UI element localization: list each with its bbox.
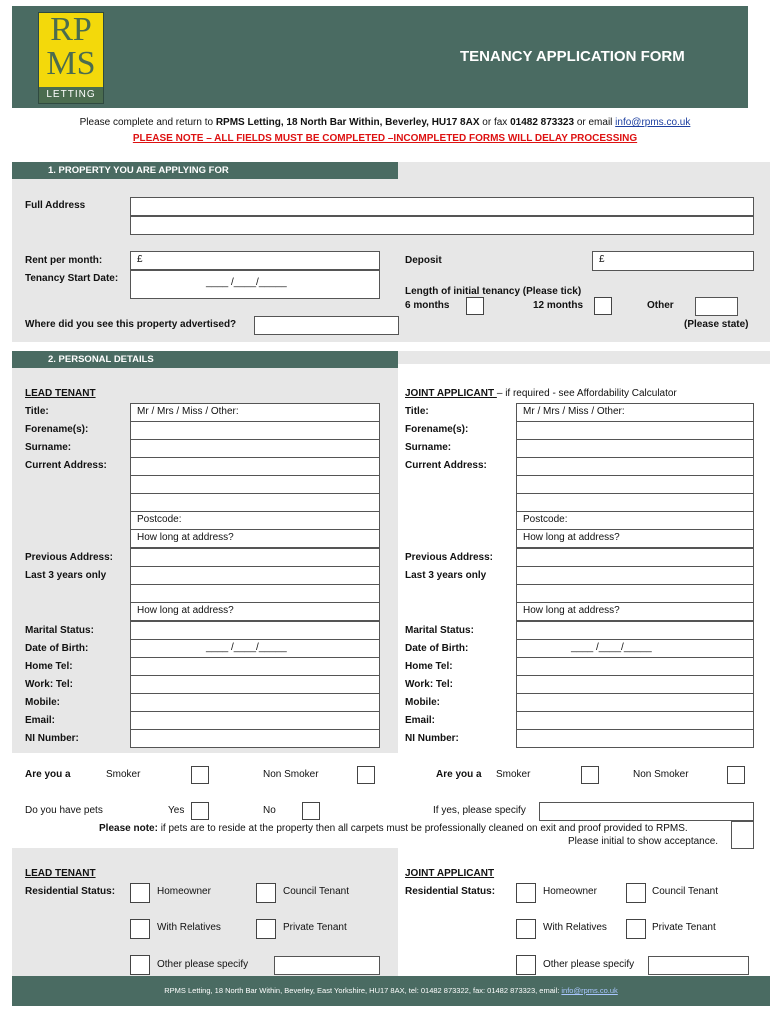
intro-text: Please complete and return to <box>79 117 216 128</box>
lead-prev-how-long-field[interactable]: How long at address? <box>130 602 380 621</box>
lead-prev-address-line-2[interactable] <box>130 566 380 585</box>
lead-email-label: Email: <box>25 715 56 726</box>
intro-line <box>0 117 770 128</box>
lead-forenames-label: Forename(s): <box>25 424 89 435</box>
lead-email-field[interactable] <box>130 711 380 730</box>
lead-previous-address-label: Previous Address: <box>25 552 113 563</box>
joint-forenames-field[interactable] <box>516 421 754 440</box>
joint-prev-address-line-1[interactable] <box>516 548 754 567</box>
lead-smoker-label: Smoker <box>106 769 141 780</box>
joint-postcode-field[interactable]: Postcode: <box>516 511 754 530</box>
page-title: TENANCY APPLICATION FORM <box>460 48 685 65</box>
lead-surname-field[interactable] <box>130 439 380 458</box>
joint-applicant-heading-line <box>405 388 677 399</box>
joint-dob-label: Date of Birth: <box>405 643 469 654</box>
lead-home-tel-label: Home Tel: <box>25 661 73 672</box>
joint-other-label: Other please specify <box>543 959 635 970</box>
lead-non-smoker-checkbox[interactable] <box>357 766 375 784</box>
lead-last3-label: Last 3 years only <box>25 570 107 581</box>
lead-are-you-label: Are you a <box>25 769 71 780</box>
full-address-label: Full Address <box>25 200 86 211</box>
res-joint-status-label: Residential Status: <box>405 886 496 897</box>
warning-note: PLEASE NOTE – ALL FIELDS MUST BE COMPLETED –INCOMPLETED FORMS WILL DELAY PROCESSING <box>132 133 638 144</box>
lead-relatives-label: With Relatives <box>157 922 221 933</box>
lead-postcode-field[interactable]: Postcode: <box>130 511 380 530</box>
lead-relatives-checkbox[interactable] <box>130 919 150 939</box>
joint-title-label: Title: <box>405 406 429 417</box>
res-lead-heading: LEAD TENANT <box>25 868 96 879</box>
intro-fax-label: or fax <box>479 117 511 128</box>
joint-marital-label: Marital Status: <box>405 625 474 636</box>
lead-other-checkbox[interactable] <box>130 955 150 975</box>
pets-label: Do you have pets <box>25 805 103 816</box>
joint-private-checkbox[interactable] <box>626 919 646 939</box>
lead-smoker-checkbox[interactable] <box>191 766 209 784</box>
full-address-field-2[interactable] <box>130 216 754 235</box>
footer-text: RPMS Letting, 18 North Bar Within, Beverley, East Yorkshire, HU17 8AX, tel: 01482 873322, fax: 01482 873323, email: <box>164 986 562 995</box>
advertised-label: Where did you see this property advertised? <box>25 319 237 330</box>
lead-work-tel-field[interactable] <box>130 675 380 694</box>
joint-smoker-label: Smoker <box>496 769 531 780</box>
joint-address-line-3[interactable] <box>516 493 754 512</box>
lead-dob-field[interactable] <box>130 639 380 658</box>
joint-non-smoker-checkbox[interactable] <box>727 766 745 784</box>
joint-current-address-label: Current Address: <box>405 460 487 471</box>
lead-prev-address-line-1[interactable] <box>130 548 380 567</box>
lead-homeowner-label: Homeowner <box>157 886 211 897</box>
joint-smoker-checkbox[interactable] <box>581 766 599 784</box>
lead-address-line-2[interactable] <box>130 475 380 494</box>
intro-address: RPMS Letting, 18 North Bar Within, Beverley, HU17 8AX <box>215 117 480 128</box>
joint-mobile-field[interactable] <box>516 693 754 712</box>
start-date-label: Tenancy Start Date: <box>25 273 119 284</box>
joint-dob-field[interactable] <box>516 639 754 658</box>
joint-homeowner-checkbox[interactable] <box>516 883 536 903</box>
rent-label: Rent per month: <box>25 255 103 266</box>
joint-council-checkbox[interactable] <box>626 883 646 903</box>
joint-how-long-field[interactable]: How long at address? <box>516 529 754 548</box>
intro-email-link[interactable]: info@rpms.co.uk <box>615 117 691 128</box>
lead-dob-label: Date of Birth: <box>25 643 89 654</box>
pets-specify-label: If yes, please specify <box>433 805 526 816</box>
lead-marital-label: Marital Status: <box>25 625 94 636</box>
lead-private-checkbox[interactable] <box>256 919 276 939</box>
joint-ni-field[interactable] <box>516 729 754 748</box>
lead-title-field[interactable]: Mr / Mrs / Miss / Other: <box>130 403 380 422</box>
logo-text-rp: RP <box>50 11 92 48</box>
lead-homeowner-checkbox[interactable] <box>130 883 150 903</box>
pets-yes-label: Yes <box>168 805 185 816</box>
lead-title-label: Title: <box>25 406 49 417</box>
deposit-field[interactable]: £ <box>592 251 754 271</box>
joint-homeowner-label: Homeowner <box>543 886 597 897</box>
joint-prev-address-line-2[interactable] <box>516 566 754 585</box>
joint-relatives-label: With Relatives <box>543 922 607 933</box>
joint-email-label: Email: <box>405 715 436 726</box>
res-lead-status-label: Residential Status: <box>25 886 116 897</box>
full-address-field-1[interactable] <box>130 197 754 216</box>
logo-text-letting: LETTING <box>39 87 103 103</box>
lead-home-tel-field[interactable] <box>130 657 380 676</box>
lead-non-smoker-label: Non Smoker <box>263 769 319 780</box>
lead-mobile-label: Mobile: <box>25 697 60 708</box>
lead-tenant-heading: LEAD TENANT <box>25 388 96 399</box>
lead-address-line-3[interactable] <box>130 493 380 512</box>
page-footer <box>12 976 770 1006</box>
joint-work-tel-label: Work: Tel: <box>405 679 453 690</box>
start-date-mask: ____ /____/_____ <box>206 277 287 288</box>
lead-marital-field[interactable] <box>130 621 380 640</box>
intro-fax: 01482 873323 <box>510 117 575 128</box>
joint-marital-field[interactable] <box>516 621 754 640</box>
lead-private-label: Private Tenant <box>283 922 347 933</box>
lead-prev-address-line-3[interactable] <box>130 584 380 603</box>
lead-surname-label: Surname: <box>25 442 72 453</box>
joint-other-checkbox[interactable] <box>516 955 536 975</box>
joint-forenames-label: Forename(s): <box>405 424 469 435</box>
joint-ni-label: NI Number: <box>405 733 459 744</box>
pets-yes-checkbox[interactable] <box>191 802 209 820</box>
joint-private-label: Private Tenant <box>652 922 716 933</box>
joint-other-field[interactable] <box>648 956 749 975</box>
res-joint-heading: JOINT APPLICANT <box>405 868 495 879</box>
pets-note-text: if pets are to reside at the property then all carpets must be professionally cleaned on exit and proof provided to RPMS. <box>157 823 688 834</box>
pets-note-bold: Please note: <box>99 823 158 834</box>
twelve-months-checkbox[interactable] <box>594 297 612 315</box>
lead-other-label: Other please specify <box>157 959 249 970</box>
joint-prev-how-long-field[interactable]: How long at address? <box>516 602 754 621</box>
lead-council-label: Council Tenant <box>283 886 349 897</box>
lead-forenames-field[interactable] <box>130 421 380 440</box>
pets-no-checkbox[interactable] <box>302 802 320 820</box>
initial-field[interactable] <box>731 821 754 849</box>
joint-dob-mask: ____ /____/_____ <box>571 642 652 653</box>
pets-note <box>99 823 688 834</box>
joint-work-tel-field[interactable] <box>516 675 754 694</box>
rpms-logo <box>38 12 104 104</box>
joint-home-tel-field[interactable] <box>516 657 754 676</box>
joint-last3-label: Last 3 years only <box>405 570 487 581</box>
joint-applicant-note: – if required - see Affordability Calculator <box>496 388 677 399</box>
joint-non-smoker-label: Non Smoker <box>633 769 689 780</box>
pets-specify-field[interactable] <box>539 802 754 821</box>
lead-ni-field[interactable] <box>130 729 380 748</box>
joint-council-label: Council Tenant <box>652 886 718 897</box>
rent-field[interactable]: £ <box>130 251 380 270</box>
joint-mobile-label: Mobile: <box>405 697 440 708</box>
six-months-checkbox[interactable] <box>466 297 484 315</box>
joint-title-field[interactable]: Mr / Mrs / Miss / Other: <box>516 403 754 422</box>
joint-top-panel <box>398 351 770 364</box>
lead-other-field[interactable] <box>274 956 380 975</box>
other-length-field[interactable] <box>695 297 738 316</box>
section-heading-personal: 2. PERSONAL DETAILS <box>12 351 398 368</box>
joint-email-field[interactable] <box>516 711 754 730</box>
joint-previous-address-label: Previous Address: <box>405 552 493 563</box>
joint-address-line-1[interactable] <box>516 457 754 476</box>
lead-current-address-label: Current Address: <box>25 460 107 471</box>
joint-home-tel-label: Home Tel: <box>405 661 453 672</box>
start-date-field[interactable] <box>130 270 380 299</box>
joint-relatives-checkbox[interactable] <box>516 919 536 939</box>
joint-prev-address-line-3[interactable] <box>516 584 754 603</box>
lead-dob-mask: ____ /____/_____ <box>206 642 287 653</box>
twelve-months-label: 12 months <box>533 300 584 311</box>
joint-are-you-label: Are you a <box>436 769 482 780</box>
intro-email-label: or email <box>574 117 616 128</box>
lead-mobile-field[interactable] <box>130 693 380 712</box>
deposit-label: Deposit <box>405 255 442 266</box>
lead-how-long-field[interactable]: How long at address? <box>130 529 380 548</box>
tenancy-length-label: Length of initial tenancy (Please tick) <box>405 286 582 297</box>
section-heading-property: 1. PROPERTY YOU ARE APPLYING FOR <box>12 162 398 179</box>
six-months-label: 6 months <box>405 300 450 311</box>
initial-label: Please initial to show acceptance. <box>568 836 719 847</box>
please-state-label: (Please state) <box>684 319 749 330</box>
lead-work-tel-label: Work: Tel: <box>25 679 73 690</box>
joint-surname-label: Surname: <box>405 442 452 453</box>
advertised-field[interactable] <box>254 316 399 335</box>
joint-applicant-heading: JOINT APPLICANT <box>405 388 497 399</box>
other-length-label: Other <box>647 300 674 311</box>
lead-ni-label: NI Number: <box>25 733 79 744</box>
footer-email-link[interactable]: info@rpms.co.uk <box>561 986 618 995</box>
joint-address-line-2[interactable] <box>516 475 754 494</box>
logo-text-ms: MS <box>46 45 96 82</box>
lead-address-line-1[interactable] <box>130 457 380 476</box>
joint-surname-field[interactable] <box>516 439 754 458</box>
pets-no-label: No <box>263 805 276 816</box>
lead-council-checkbox[interactable] <box>256 883 276 903</box>
